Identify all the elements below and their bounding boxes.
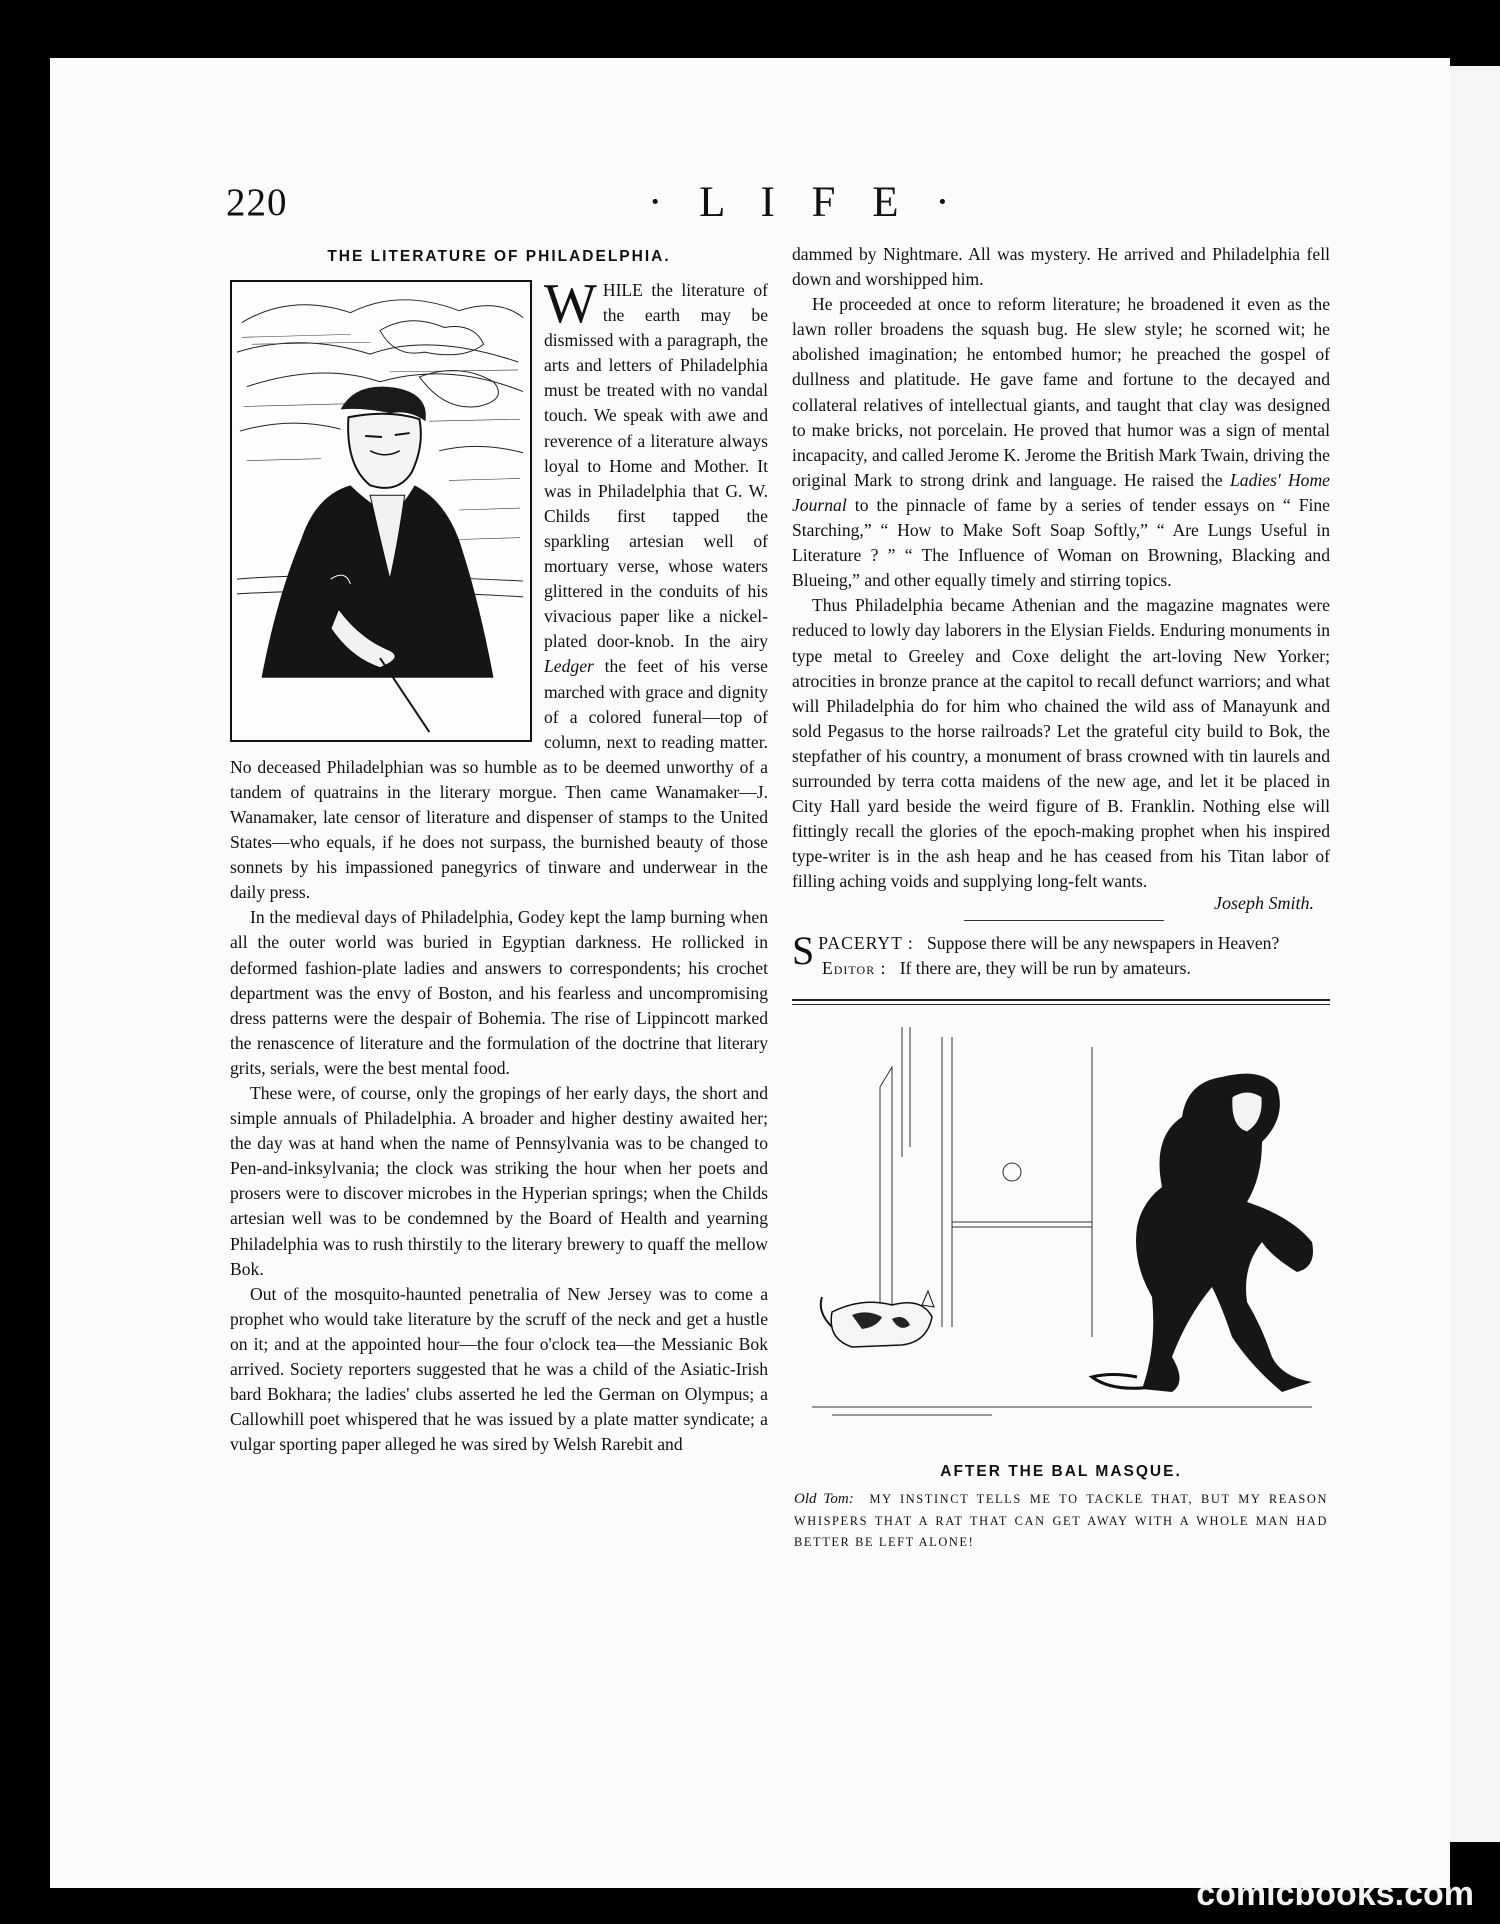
page-number: 220 <box>226 181 288 224</box>
portrait-drawing <box>232 282 530 740</box>
article-paragraph-4-continued: dammed by Nightmare. All was mystery. He arrived and Philadelphia fell down and worshipped him. <box>792 244 1330 290</box>
dialogue-joke <box>792 928 1330 981</box>
right-column <box>792 242 1330 1554</box>
dialogue-line-1: SPACERYT : Suppose there will be any newspapers in Heaven? <box>792 928 1280 974</box>
double-rule-divider <box>792 999 1330 1005</box>
article-paragraph-4: Out of the mosquito-haunted penetralia of New Jersey was to come a prophet who would take literature by the scruff of the neck and get a hustle on it; and at the appointed hour—the four o'clock tea—the Messianic Bok arrived. Society reporters suggested that he was a child of the Asiatic-Irish bard Bokhara; the ladies' clubs asserted he led the German on Olympus; a Callowhill poet whispered that he was issued by a plate matter syndicate; a vulgar sporting paper alleged he was sired by Welsh Rarebit and <box>230 1283 768 1455</box>
cartoon-illustration <box>792 1027 1330 1447</box>
masthead-title: · L I F E · <box>648 179 963 226</box>
facing-page-edge <box>1447 66 1500 1842</box>
cartoon-drawing <box>792 1027 1330 1447</box>
cartoon-caption: Old Tom: MY INSTINCT TELLS ME TO TACKLE THAT, BUT MY REASON WHISPERS THAT A RAT THAT CAN GET AWAY WITH A WHOLE MAN HAD BETTER BE LEFT ALONE! <box>794 1491 1329 1550</box>
site-watermark: comicbooks.com <box>1196 1875 1474 1913</box>
drop-cap-w: W <box>544 273 597 335</box>
separator-rule <box>964 920 1164 921</box>
article-paragraph-3: These were, of course, only the gropings of her early days, the short and simple annuals of Philadelphia. A broader and higher destiny awaited her; the day was at hand when the name of Pennsylvania was to be changed to Pen-and-inksylvania; the clock was striking the hour when her poets and prosers were to discover microbes in the Hyperian springs; when the Childs artesian well was to be condemned by the Board of Health and yearning Philadelphia was to rush thirstily to the literary brewery to quaff the mellow Bok. <box>230 1083 768 1279</box>
article-paragraph-6: Thus Philadelphia became Athenian and the magazine magnates were reduced to lowly day laborers in the Elysian Fields. Enduring monuments in type metal to Greeley and Coxe delight the art-loving New Yorker; atrocities in bronze prance at the capitol to recall defunct warriors; and what will Philadelphia do for him who chained the wild ass of Manayunk and sold Pegasus to the horse railroads? Let the grateful city build to Bok, the stepfather of his country, a monument of brass crowned with tin laurels and surrounded by terra cotta maidens of the new age, and let it be placed in City Hall yard beside the weird figure of B. Franklin. Nothing else will fittingly recall the glories of the epoch-making prophet when his inspired type-writer is in the ash heap and he has ceased from his Titan labor of filling aching voids and supplying long-felt wants. <box>792 595 1330 892</box>
article-paragraph-5: He proceeded at once to reform literature; he broadened it even as the lawn roller broadens the squash bug. He slew style; he scorned wit; he abolished imagination; he entombed humor; he preached the gospel of dullness and platitude. He gave fame and fortune to the decayed and collateral relatives of intellectual giants, and taught that clay was designed to make bricks, not porcelain. He proved that humor was a sign of mental incapacity, and called Jerome K. Jerome the British Mark Twain, driving the original Mark to strong drink and language. He raised the Ladies' Home Journal to the pinnacle of fame by a series of tender essays on “ Fine Starching,” “ How to Make Soft Soap Softly,” “ Are Lungs Useful in Literature ? ” “ The Influence of Woman on Browning, Blacking and Blueing,” and other equally timely and stirring topics. <box>792 294 1330 591</box>
caption-speaker: Old Tom: <box>794 1491 854 1508</box>
left-column <box>230 242 768 1457</box>
speaker-editor: Editor : <box>822 958 887 979</box>
author-signature: Joseph Smith. <box>1214 893 1314 914</box>
article-paragraph-2: In the medieval days of Philadelphia, Godey kept the lamp burning when all the outer world was buried in Egyptian darkness. He rollicked in deformed fashion-plate ladies and answers to correspondents; his crochet department was the envy of Boston, and his fearless and uncompromising dress patterns were the despair of Bohemia. The rise of Lippincott marked the renascence of literature and the formulation of the doctrine that literary grits, serials, were the best mental food. <box>230 907 768 1078</box>
dialogue-line-2: Editor : If there are, they will be run by amateurs. <box>822 958 1191 979</box>
drop-cap-s: S <box>792 928 815 974</box>
article-paragraph-1: WHILE the literature of the earth may be dismissed with a paragraph, the arts and letters of Philadelphia must be treated with no vandal touch. We speak with awe and reverence of a literature always loyal to Home and Mother. It was in Philadelphia that G. W. Childs first tapped the sparkling artesian well of mortuary verse, whose waters glittered in the conduits of his vivacious paper like a nickel-plated door-knob. In the airy Ledger the feet of his verse marched with grace and dignity of a colored funeral—top of column, next to reading matter. No deceased Philadelphian was so humble as to be deemed unworthy of a tandem of quatrains in the literary morgue. Then came Wanamaker—J. Wanamaker, late censor of literature and dispenser of stamps to the United States—who equals, if he does not surpass, the burnished beauty of those sonnets by his impassioned panegyrics of tinware and underwear in the daily press. <box>230 273 768 903</box>
journal-title: Ladies' Home Journal <box>792 469 1330 515</box>
ledger-title: Ledger <box>544 656 594 677</box>
speaker-spaceryt: PACERYT : <box>818 933 914 954</box>
article-title: THE LITERATURE OF PHILADELPHIA. <box>327 248 671 265</box>
portrait-illustration <box>230 280 532 742</box>
cartoon-title: AFTER THE BAL MASQUE. <box>940 1463 1182 1481</box>
